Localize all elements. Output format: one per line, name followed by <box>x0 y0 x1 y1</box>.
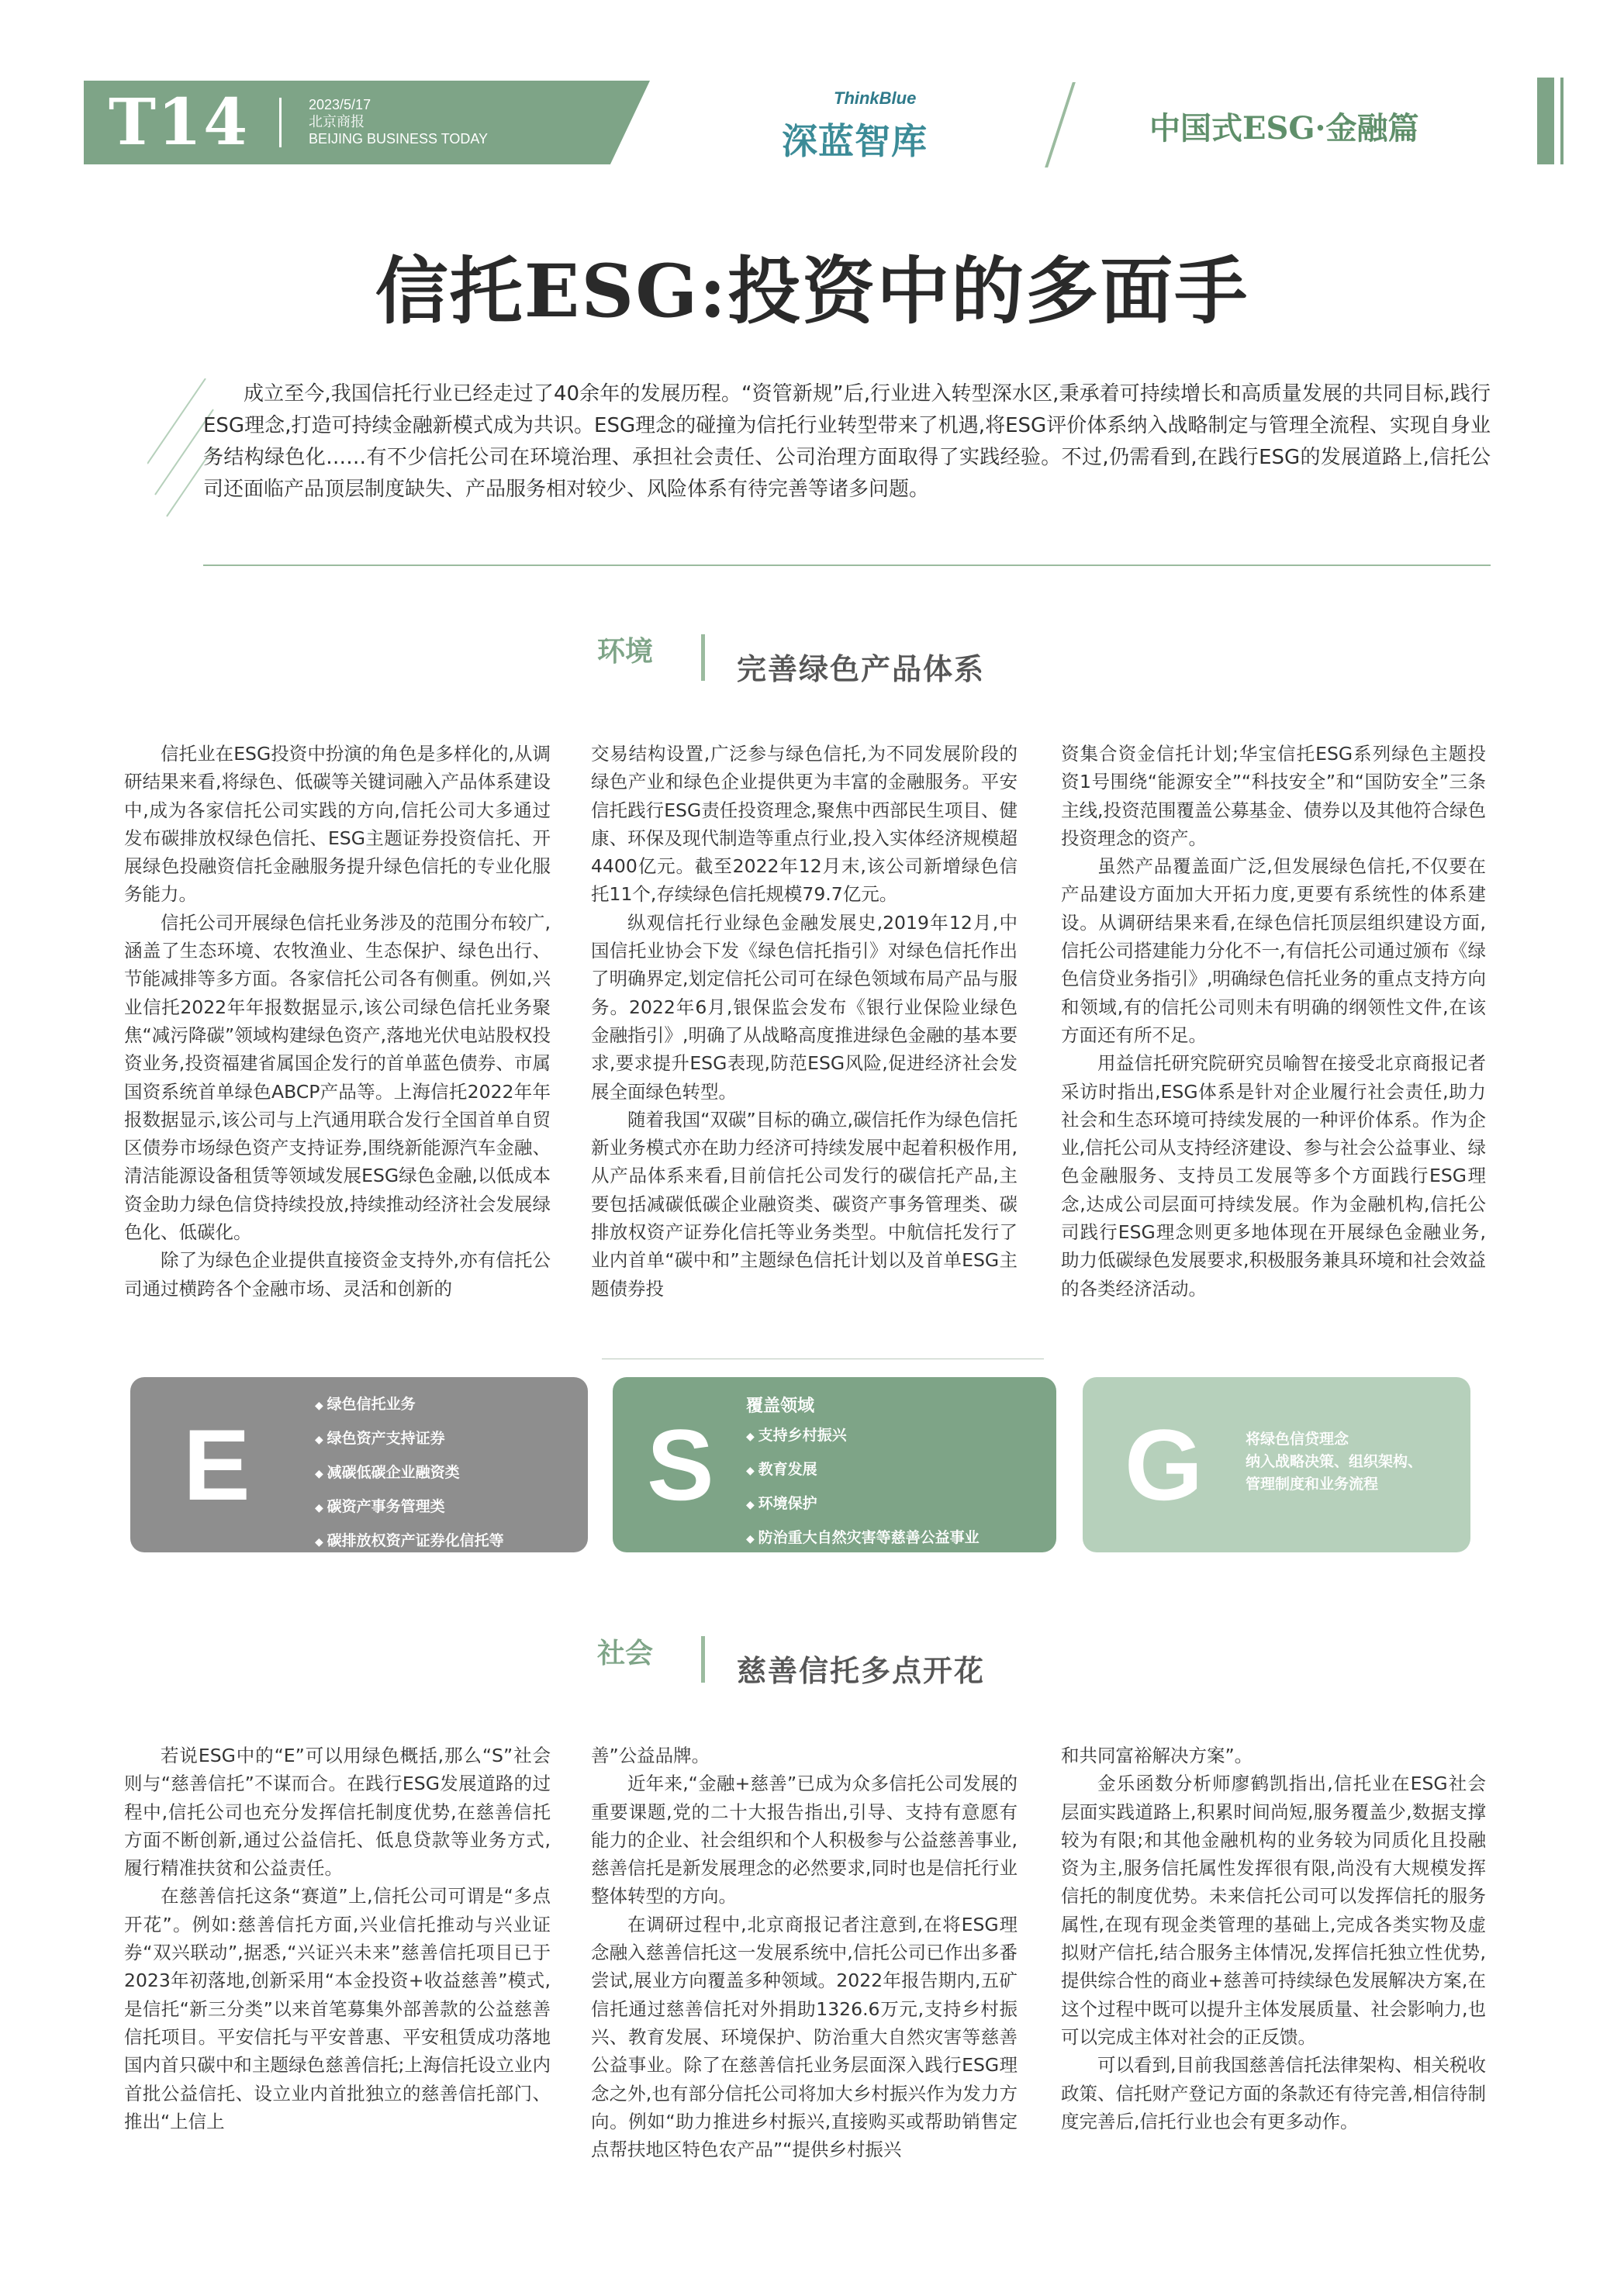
soc-column-3 <box>1061 1742 1486 2135</box>
paper-name-cn: 北京商报 <box>309 114 365 129</box>
list-item: ◆ 绿色资产支持证券 <box>315 1422 504 1456</box>
list-item: ◆ 减碳低碳企业融资类 <box>315 1456 504 1490</box>
esg-box-g <box>1083 1377 1470 1552</box>
section-subtitle-society: 慈善信托多点开花 <box>737 1653 986 1688</box>
paragraph: 虽然产品覆盖面广泛,但发展绿色信托,不仅要在产品建设方面加大开拓力度,更要有系统性的体系建设。从调研结果来看,在绿色信托顶层组织建设方面,信托公司搭建能力分化不一,有信托公司通过颁布《绿色信贷业务指引》,明确绿色信托业务的重点支持方向和领域,有的信托公司则未有明确的纲领性文件,在该方面还有所不足。 <box>1061 855 1486 1046</box>
headline: 信托ESG:投资中的多面手 <box>375 249 1249 334</box>
esg-e-list <box>315 1388 504 1559</box>
soc-column-1 <box>124 1742 551 2135</box>
paragraph: 资集合资金信托计划;华宝信托ESG系列绿色主题投资1号围绕“能源安全”“科技安全”和“国防安全”三条主线,投资范围覆盖公募基金、债券以及其他符合绿色投资理念的资产。 <box>1061 743 1486 849</box>
esg-letter-g: G <box>1125 1408 1204 1521</box>
paragraph: 随着我国“双碳”目标的确立,碳信托作为绿色信托新业务模式亦在助力经济可持续发展中起着积极作用,从产品体系来看,目前信托公司发行的碳信托产品,主要包括减碳低碳企业融资类、碳资产事务管理类、碳排放权资产证券化信托等业务类型。中航信托发行了业内首单“碳中和”主题绿色信托计划以及首单ESG主题债券投 <box>591 1108 1018 1300</box>
paragraph: 信托公司开展绿色信托业务涉及的范围分布较广,涵盖了生态环境、农牧渔业、生态保护、绿色出行、节能减排等多方面。各家信托公司各有侧重。例如,兴业信托2022年年报数据显示,该公司绿色信托业务聚焦“减污降碳”领域构建绿色资产,落地光伏电站股权投资业务,投资福建省属国企发行的首单蓝色债券、市属国资系统首单绿色ABCP产品等。上海信托2022年年报数据显示,该公司与上汽通用联合发行全国首单自贸区债券市场绿色资产支持证券,围绕新能源汽车金融、清洁能源设备租赁等领域发展ESG绿色金融,以低成本资金助力绿色信贷持续投放,持续推动经济社会发展绿色化、低碳化。 <box>124 911 551 1244</box>
list-item: ◆ 支持乡村振兴 <box>746 1419 980 1453</box>
text-line: 纳入战略决策、组织架构、 <box>1246 1453 1423 1470</box>
brand-logo-cn: 深蓝智库 <box>782 120 928 162</box>
paragraph: 近年来,“金融+慈善”已成为众多信托公司发展的重要课题,党的二十大报告指出,引导、支持有意愿有能力的企业、社会组织和个人积极参与公益慈善事业,慈善信托是新发展理念的必然要求,同时也是信托行业整体转型的方向。 <box>591 1773 1018 1908</box>
paragraph: 信托业在ESG投资中扮演的角色是多样化的,从调研结果来看,将绿色、低碳等关键词融入产品体系建设中,成为各家信托公司实践的方向,信托公司大多通过发布碳排放权绿色信托、ESG主题证券投资信托、开展绿色投融资信托金融服务提升绿色信托的专业化服务能力。 <box>124 743 551 906</box>
paragraph: 金乐函数分析师廖鹤凯指出,信托业在ESG社会层面实践道路上,积累时间尚短,服务覆盖少,数据支撑较为有限;和其他金融机构的业务较为同质化且投融资为主,服务信托属性发挥很有限,尚没有大规模发挥信托的制度优势。未来信托公司可以发挥信托的服务属性,在现有现金类管理的基础上,完成各类实物及虚拟财产信托,结合服务主体情况,发挥信托独立性优势,提供综合性的商业+慈善可持续绿色发展解决方案,在这个过程中既可以提升主体发展质量、社会影响力,也可以完成主体对社会的正反馈。 <box>1061 1773 1486 2048</box>
intro-rule <box>203 565 1491 566</box>
paragraph: 善”公益品牌。 <box>591 1745 710 1766</box>
paragraph: 除了为绿色企业提供直接资金支持外,亦有信托公司通过横跨各个金融市场、灵活和创新的 <box>124 1249 551 1300</box>
text-line: 管理制度和业务流程 <box>1246 1476 1379 1493</box>
section-tag-environment: 环境 <box>597 635 654 668</box>
paper-name-en: BEIJING BUSINESS TODAY <box>309 131 489 147</box>
esg-s-list <box>746 1419 980 1555</box>
list-item: ◆ 绿色信托业务 <box>315 1388 504 1422</box>
paragraph: 在调研过程中,北京商报记者注意到,在将ESG理念融入慈善信托这一发展系统中,信托公司已作出多番尝试,展业方向覆盖多种领域。2022年报告期内,五矿信托通过慈善信托对外捐助1326.6万元,支持乡村振兴、教育发展、环境保护、防治重大自然灾害等慈善公益事业。除了在慈善信托业务层面深入践行ESG理念之外,也有部分信托公司将加大乡村振兴作为发力方向。例如“助力推进乡村振兴,直接购买或帮助销售定点帮扶地区特色农产品”“提供乡村振兴 <box>591 1913 1018 2161</box>
esg-g-text <box>1246 1428 1422 1496</box>
env-column-1 <box>124 740 551 1303</box>
list-item: ◆ 碳排放权资产证券化信托等 <box>315 1524 504 1559</box>
env-column-2 <box>591 740 1018 1303</box>
esg-box-e <box>130 1377 588 1552</box>
list-item: ◆ 防治重大自然灾害等慈善公益事业 <box>746 1521 980 1555</box>
esg-letter-e: E <box>183 1408 251 1521</box>
header-separator <box>279 98 282 147</box>
intro-paragraph: 成立至今,我国信托行业已经走过了40余年的发展历程。“资管新规”后,行业进入转型深水区,秉承着可持续增长和高质量发展的共同目标,践行ESG理念,打造可持续金融新模式成为共识。ESG理念的碰撞为信托行业转型带来了机遇,将ESG评价体系纳入战略制定与管理全流程、实现自身业务结构绿色化……有不少信托公司在环境治理、承担社会责任、公司治理方面取得了实践经验。不过,仍需看到,在践行ESG的发展道路上,信托公司还面临产品顶层制度缺失、产品服务相对较少、风险体系有待完善等诸多问题。 <box>203 382 1491 501</box>
paragraph: 和共同富裕解决方案”。 <box>1061 1745 1253 1766</box>
list-item: ◆ 教育发展 <box>746 1453 980 1487</box>
esg-s-heading: 覆盖领域 <box>746 1397 815 1416</box>
section-bar <box>701 634 705 681</box>
header-bar-thin <box>1560 78 1564 164</box>
paragraph: 交易结构设置,广泛参与绿色信托,为不同发展阶段的绿色产业和绿色企业提供更为丰富的金融服务。平安信托践行ESG责任投资理念,聚焦中西部民生项目、健康、环保及现代制造等重点行业,投入实体经济规模超4400亿元。截至2022年12月末,该公司新增绿色信托11个,存续绿色信托规模79.7亿元。 <box>591 743 1018 906</box>
list-item: ◆ 碳资产事务管理类 <box>315 1490 504 1524</box>
section-subtitle-environment: 完善绿色产品体系 <box>737 651 986 686</box>
brand-logo-en: ThinkBlue <box>834 88 917 108</box>
section-bar <box>701 1636 705 1683</box>
paragraph: 用益信托研究院研究员喻智在接受北京商报记者采访时指出,ESG体系是针对企业履行社会责任,助力社会和生态环境可持续发展的一种评价体系。作为企业,信托公司从支持经济建设、参与社会公益事业、绿色金融服务、支持员工发展等多个方面践行ESG理念,达成公司层面可持续发展。作为金融机构,信托公司践行ESG理念则更多地体现在开展绿色金融业务,助力低碳绿色发展要求,积极服务兼具环境和社会效益的各类经济活动。 <box>1061 1052 1486 1300</box>
soc-column-2 <box>591 1742 1018 2163</box>
paragraph: 若说ESG中的“E”可以用绿色概括,那么“S”社会则与“慈善信托”不谋而合。在践行ESG发展道路的过程中,信托公司也充分发挥信托制度优势,在慈善信托方面不断创新,通过公益信托、低息贷款等业务方式,履行精准扶贫和公益责任。 <box>124 1745 551 1880</box>
esg-box-s <box>613 1377 1056 1552</box>
list-item: ◆ 环境保护 <box>746 1487 980 1521</box>
env-column-3 <box>1061 740 1486 1303</box>
esg-letter-s: S <box>647 1408 714 1521</box>
paragraph: 在慈善信托这条“赛道”上,信托公司可谓是“多点开花”。例如:慈善信托方面,兴业信托推动与兴业证券“双兴联动”,据悉,“兴证兴未来”慈善信托项目已于2023年初落地,创新采用“本金投资+收益慈善”模式,是信托“新三分类”以来首笔募集外部善款的公益慈善信托项目。平安信托与平安普惠、平安租赁成功落地国内首只碳中和主题绿色慈善信托;上海信托设立业内首批公益信托、设立业内首批独立的慈善信托部门、推出“上信上 <box>124 1885 551 2132</box>
section-tag-society: 社会 <box>597 1637 654 1669</box>
header-divider <box>1045 82 1076 167</box>
section-title: 中国式ESG·金融篇 <box>1149 110 1419 147</box>
paragraph: 纵观信托行业绿色金融发展史,2019年12月,中国信托业协会下发《绿色信托指引》对绿色信托作出了明确界定,划定信托公司可在绿色领域布局产品与服务。2022年6月,银保监会发布《银行业保险业绿色金融指引》,明确了从战略高度推进绿色金融的基本要求,要求提升ESG表现,防范ESG风险,促进经济社会发展全面绿色转型。 <box>591 911 1018 1103</box>
text-line: 将绿色信贷理念 <box>1246 1431 1349 1448</box>
issue-date: 2023/5/17 <box>309 97 371 112</box>
header-bar <box>1537 78 1554 164</box>
page-number: T14 <box>109 85 250 160</box>
paragraph: 可以看到,目前我国慈善信托法律架构、相关税收政策、信托财产登记方面的条款还有待完善,相信待制度完善后,信托行业也会有更多动作。 <box>1061 2054 1486 2132</box>
